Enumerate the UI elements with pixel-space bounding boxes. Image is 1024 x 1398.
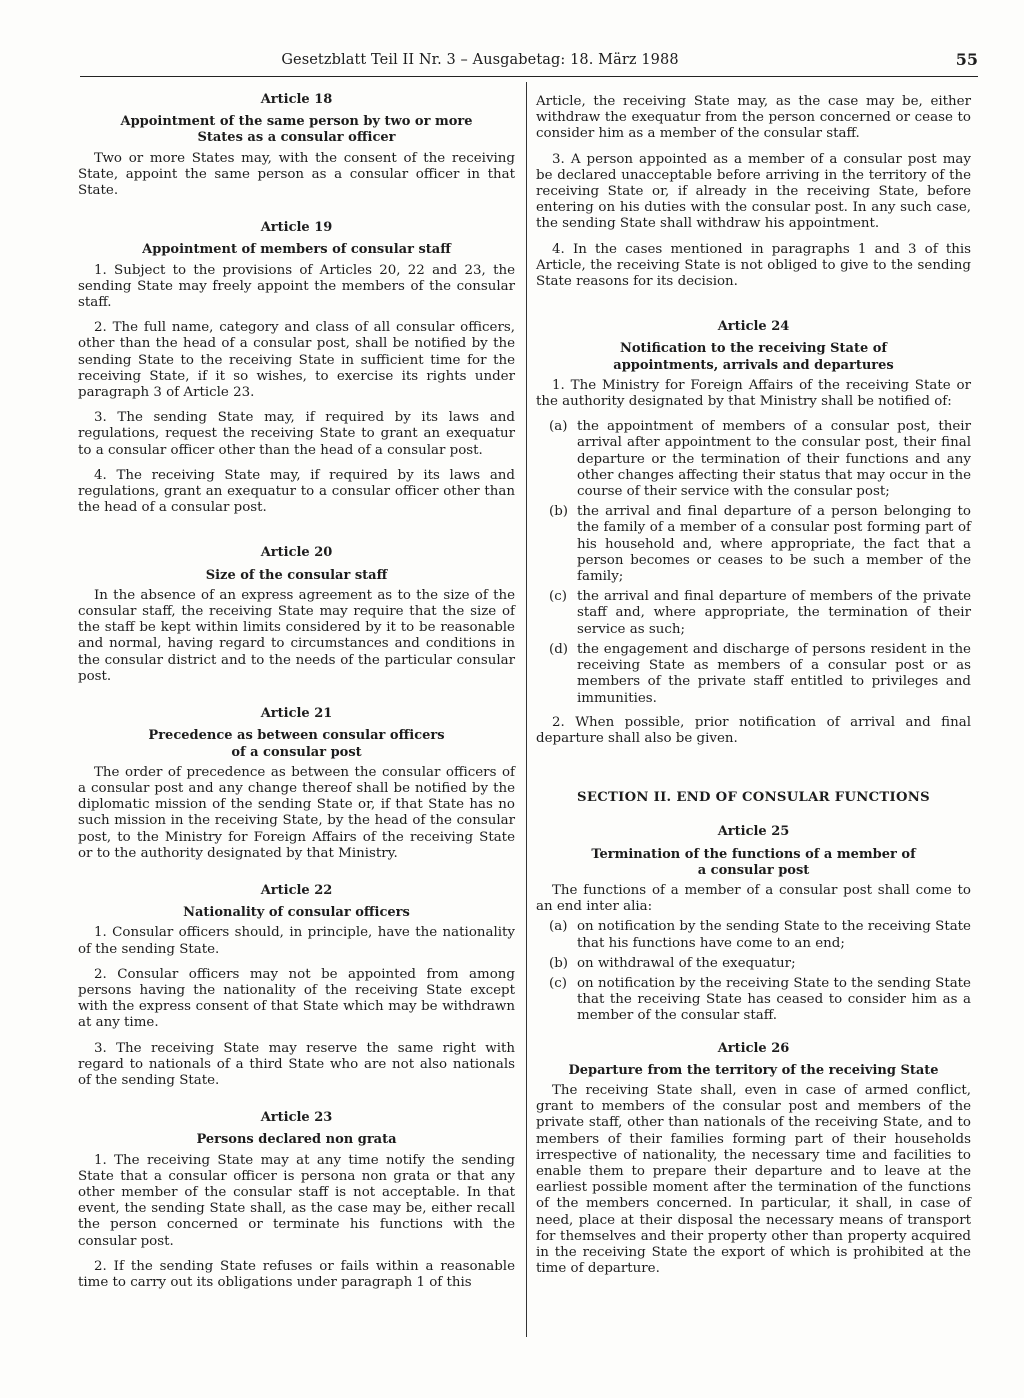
article-22-paragraph-1: 1. Consular officers should, in principle, have the nationality of the sending State. xyxy=(78,925,515,957)
page-header xyxy=(80,50,978,76)
article-24-item-c xyxy=(536,589,971,638)
item-label: (b) xyxy=(549,955,569,971)
article-25-heading: Termination of the functions of a member of a consular post xyxy=(591,846,916,878)
article-20-heading: Size of the consular staff xyxy=(205,567,388,583)
header-rule xyxy=(80,76,978,77)
article-19-paragraph-3: 3. The sending State may, if required by its laws and regulations, request the receiving State to grant an exequatur to a consular officer other than the head of a consular post. xyxy=(78,410,515,458)
item-label: (b) xyxy=(549,504,569,520)
article-24-title: Article 24 xyxy=(717,319,790,335)
right-column xyxy=(536,94,971,1286)
article-23-paragraph-2-continued: Article, the receiving State may, as the case may be, either withdraw the exequatur from the person concerned or cease to consider him as a member of the consular staff. xyxy=(536,94,971,142)
article-24-item-b xyxy=(536,504,971,585)
item-label: (a) xyxy=(549,419,568,435)
article-20-paragraph: In the absence of an express agreement as to the size of the consular staff, the receiving State may require that the size of the staff be kept within limits considered by it to be reasonable and normal, having regard to circumstances and conditions in the consular district and to the needs of the particular consular post. xyxy=(78,587,515,684)
article-26-paragraph: The receiving State shall, even in case of armed conflict, grant to members of the consular post and members of the private staff, other than nationals of the receiving State, and to members of their families forming part of their households irrespective of nationality, the necessary time and facilities to enable them to prepare their departure and to leave at the earliest possible moment after the termination of the functions of the members concerned. In particular, it shall, in case of need, place at their disposal the necessary means of transport for themselves and their property other than property acquired in the receiving State the export of which is prohibited at the time of departure. xyxy=(536,1082,971,1277)
article-23-paragraph-2: 2. If the sending State refuses or fails within a reasonable time to carry out its obligations under paragraph 1 of this xyxy=(78,1258,515,1290)
item-text: on notification by the sending State to the receiving State that his functions have come to an end; xyxy=(577,919,971,951)
article-25-item-c xyxy=(536,976,971,1025)
article-24-heading: Notification to the receiving State of appointments, arrivals and departures xyxy=(613,341,894,373)
article-24-paragraph-1: 1. The Ministry for Foreign Affairs of the receiving State or the authority designated by that Ministry shall be notified of: xyxy=(536,377,971,410)
article-23-title: Article 23 xyxy=(260,1110,333,1126)
article-18-heading: Appointment of the same person by two or more States as a consular officer xyxy=(120,114,473,146)
item-text: on notification by the receiving State to the sending State that the receiving State has ceased to consider him as a member of the consular staff. xyxy=(577,975,971,1024)
running-title: Gesetzblatt Teil II Nr. 3 – Ausgabetag: 18. März 1988 xyxy=(281,52,679,68)
article-22-title: Article 22 xyxy=(260,882,333,898)
article-24-item-d xyxy=(536,642,971,707)
article-21-title: Article 21 xyxy=(260,706,333,722)
article-23-paragraph-4: 4. In the cases mentioned in paragraphs 1 and 3 of this Article, the receiving State is not obliged to give to the sending State reasons for its decision. xyxy=(536,241,971,290)
article-18-paragraph: Two or more States may, with the consent of the receiving State, appoint the same person as a consular officer in that State. xyxy=(78,150,515,199)
article-25-title: Article 25 xyxy=(717,824,790,840)
article-25-paragraph-1: The functions of a member of a consular post shall come to an end inter alia: xyxy=(536,882,971,915)
item-label: (d) xyxy=(549,641,569,657)
article-19-paragraph-2: 2. The full name, category and class of all consular officers, other than the head of a consular post, shall be notified by the sending State to the receiving State in sufficient time for the receiving State, if it so wishes, to exercise its rights under paragraph 3 of Article 23. xyxy=(78,320,515,401)
article-23-heading: Persons declared non grata xyxy=(196,1132,397,1148)
article-25-item-a xyxy=(536,919,971,951)
item-label: (a) xyxy=(549,919,568,935)
page-number: 55 xyxy=(955,50,978,69)
article-21-heading: Precedence as between consular officers of a consular post xyxy=(148,728,445,760)
article-24-item-a xyxy=(536,419,971,500)
article-19-paragraph-4: 4. The receiving State may, if required by its laws and regulations, grant an exequatur to a consular officer other than the head of a consular post. xyxy=(78,467,515,516)
item-label: (c) xyxy=(549,589,567,605)
article-24-paragraph-2: 2. When possible, prior notification of arrival and final departure shall also be given. xyxy=(536,714,971,746)
item-text: on withdrawal of the exequatur; xyxy=(577,955,796,971)
article-19-heading: Appointment of members of consular staff xyxy=(142,242,451,258)
article-26-heading: Departure from the territory of the receiving State xyxy=(568,1062,939,1078)
article-19-title: Article 19 xyxy=(260,220,333,236)
item-label: (c) xyxy=(549,975,567,991)
article-23-paragraph-1: 1. The receiving State may at any time notify the sending State that a consular officer is persona non grata or that any other member of the consular staff is not acceptable. In that event, the sending State shall, as the case may be, either recall the person concerned or terminate his functions with the consular post. xyxy=(78,1152,515,1249)
article-23-paragraph-3: 3. A person appointed as a member of a consular post may be declared unacceptable before arriving in the territory of the receiving State or, if already in the receiving State, before entering on his duties with the consular post. In any such case, the sending State shall withdraw his appointment. xyxy=(536,151,971,232)
item-text: the arrival and final departure of a person belonging to the family of a member of a consular post forming part of his household and, where appropriate, the fact that a person becomes or ceases to be such a member of the family; xyxy=(577,504,971,585)
item-text: the appointment of members of a consular post, their arrival after appointment to the consular post, their final departure or the termination of their functions and any other changes affecting their status that may occur in the course of their service with the consular post; xyxy=(577,419,971,500)
article-19-paragraph-1: 1. Subject to the provisions of Articles 20, 22 and 23, the sending State may freely appoint the members of the consular staff. xyxy=(78,262,515,311)
column-divider xyxy=(526,82,527,1337)
article-22-heading: Nationality of consular officers xyxy=(183,905,410,921)
item-text: the arrival and final departure of members of the private staff and, where appropriate, the termination of their service as such; xyxy=(577,589,971,637)
left-column xyxy=(78,92,515,1300)
article-20-title: Article 20 xyxy=(260,545,333,561)
article-21-paragraph: The order of precedence as between the consular officers of a consular post and any change thereof shall be notified by the diplomatic mission of the sending State or, if that State has no such mission in the receiving State, by the head of the consular post, to the Ministry for Foreign Affairs of the receiving State or to the authority designated by that Ministry. xyxy=(78,764,515,861)
article-18-title: Article 18 xyxy=(260,92,333,107)
article-26-title: Article 26 xyxy=(717,1040,790,1056)
section-heading: SECTION II. END OF CONSULAR FUNCTIONS xyxy=(577,790,930,806)
article-22-paragraph-3: 3. The receiving State may reserve the same right with regard to nationals of a third State who are not also nationals of the sending State. xyxy=(78,1040,515,1088)
item-text: the engagement and discharge of persons resident in the receiving State as members of a consular post or as members of the private staff entitled to privileges and immunities. xyxy=(577,641,971,706)
article-25-item-b xyxy=(536,956,971,972)
article-22-paragraph-2: 2. Consular officers may not be appointed from among persons having the nationality of the receiving State except with the express consent of that State which may be withdrawn at any time. xyxy=(78,966,515,1031)
